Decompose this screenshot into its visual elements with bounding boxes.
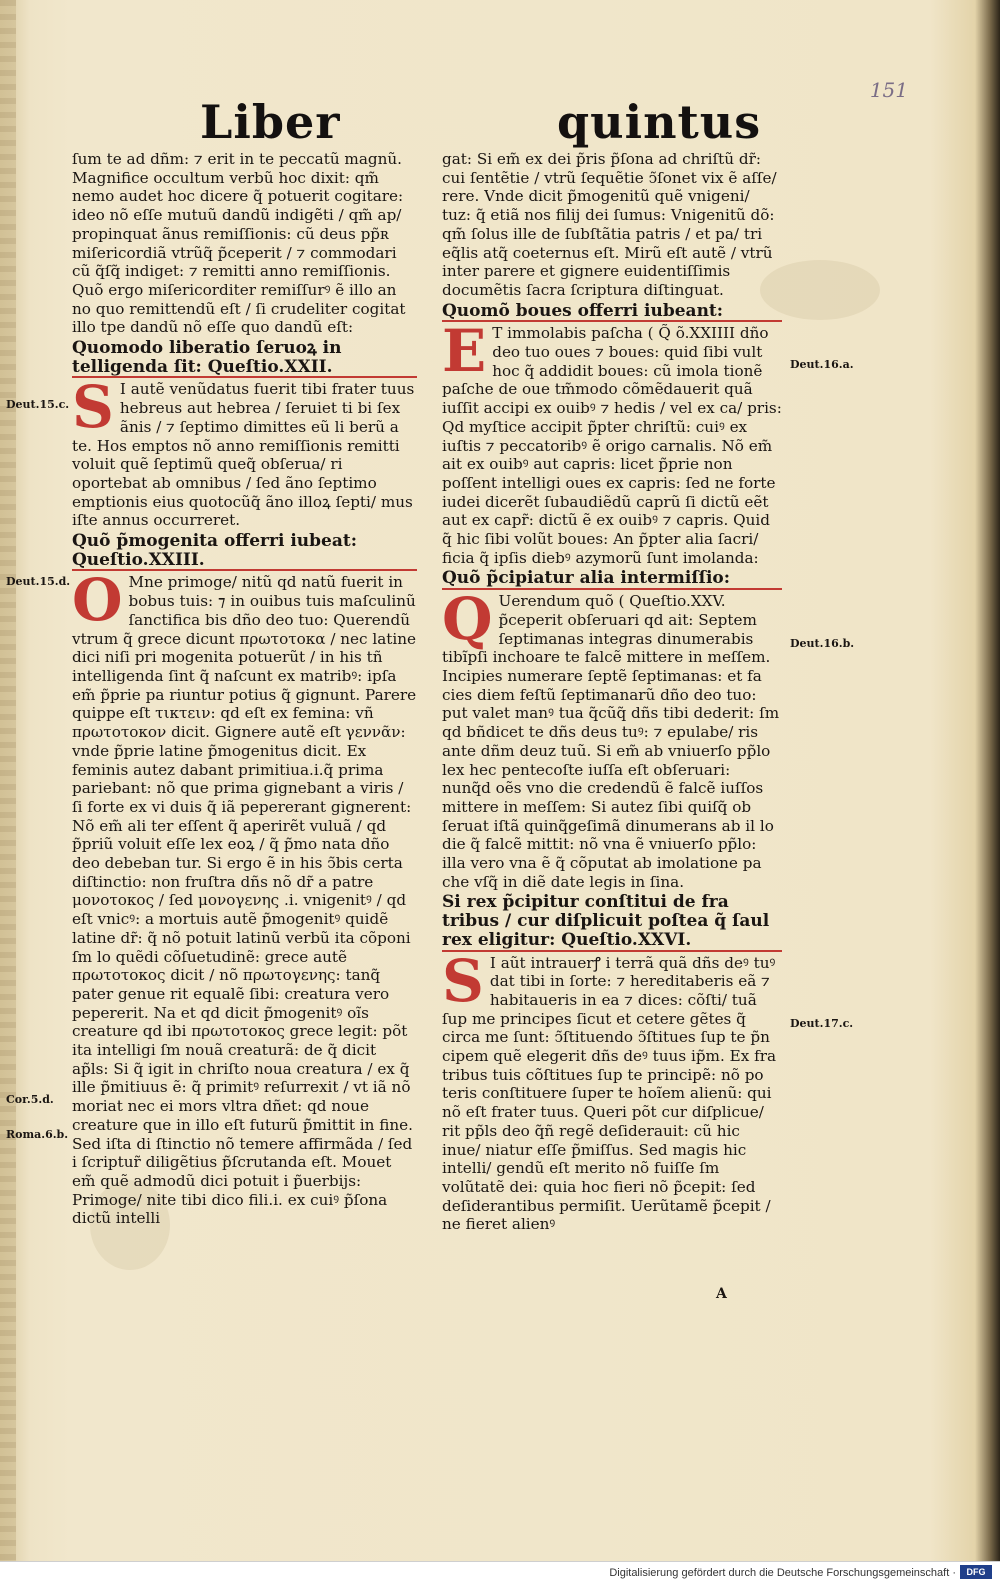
heading-text: Quõ p̃cipiatur alia intermiſſio: [442,568,731,589]
paragraph-text: Uerendum quõ ( Queſtio.XXV. p̃ceperit obſeruari qd ait: Septem ſeptimanas integras dinumerabis tibĩpſi inchoare te falcẽ mittere in meſſem. Incipies numerare ſeptẽ ſeptimanas: et fa cies diem feſtũ ſeptimanarũ dño deo tuo: put valet manꝰ tua q̃cũq̃ dñs tibi dederit: ſm qd bñdicet te dñs deus tuꝰ: ⁊ epulabe/ ris ante dñm deuz tuũ. Si em̃ ab vniuerſo pp̃lo lex hec pentecoſte iuſſa eſt obſeruari: nunq̃d oẽs vno die credendũ ẽ falcẽ iuſſos mittere in meſſem: Si autez ſibi quiſq̃ ob ſeruat iſtã quinq̃geſimã dinumerans ab il lo die q̃ falcẽ mittit: nõ vna ẽ vniuerſo pp̃lo: illa vero vna ẽ q̃ cõputat ab imolatione pa che vſq̃ in diẽ date legis in ſina. [442,592,780,891]
paragraph [72,566,417,1228]
section-heading [442,569,782,590]
text-column-left [72,150,417,1228]
red-initial: S [442,946,484,1015]
red-initial: O [72,566,123,635]
question-label: Queſtio.XXIII. [72,549,205,570]
red-initial: E [442,317,487,386]
red-initial: S [72,373,114,442]
marginal-reference: Deut.16.a. [790,358,854,371]
dfg-logo: DFG [960,1565,992,1579]
paragraph [442,317,782,567]
running-head-right: quintus [557,95,762,149]
signature-mark: A [716,1286,727,1302]
heading-text: Quomõ boues offerri iubeant: [442,300,724,321]
paragraph-text: I aũt intrauerꝭ i terrã quã dñs deꝰ tuꝰ dat tibi in ſorte: ⁊ hereditaberis eã ⁊ habitaueris in ea ⁊ dices: cõſti/ tuã ſup me principes ſicut et cetere gẽtes q̃ circa me ſunt: ↄ̃ſtituendo ↄ̃ſtitues ſup te p̃n cipem quẽ elegerit dñs deꝰ tuus ip̃m. Ex fra tribus tuis cõſtitues ſup te principẽ: nõ po teris conſtituere ſuper te hoĩem alienũ: qui nõ eſt frater tuus. Queri põt cur diſplicue/ rit pp̃ls deo q̃ñ regẽ deſiderauit: cũ hic inue/ niatur eſſe p̃miſſus. Sed magis hic intelli/ gendũ eſt merito nõ fuiſſe ſm volũtatẽ dei: quia hoc fieri nõ p̃cepit: ſed deſiderantibus permiſit. Uerũtamẽ p̃cepit / ne fieret alienꝰ [442,953,777,1234]
section-heading [442,302,782,323]
folio-number: 151 [869,78,908,102]
heading-text: Quõ p̃mogenita offerri iubeat: [72,531,358,552]
paragraph [72,373,417,530]
paragraph-text: I autẽ venũdatus fuerit tibi frater tuus hebreus aut hebrea / ſeruiet ti bi ſex ãnis / ⁊ ſeptimo dimittes eũ li berũ a te. Hos emptos nõ anno remiſſionis remitti voluit quẽ ſeptimũ queq̃ obſerua/ ri oportebat ab omnibus / ſed ãno ſeptimo emptionis eius quotocũq̃ ãno illoꝝ ſepti/ mus iſte annus occurreret. [72,380,415,530]
paragraph [442,946,782,1235]
marginal-reference: Cor.5.d. [6,1093,54,1106]
red-initial: Q [442,585,493,654]
funding-credit: Digitalisierung gefördert durch die Deutsche Forschungsgemeinschaft · [609,1567,956,1579]
section-heading [442,893,782,951]
paragraph-text: T immolabis paſcha ( Q̃ õ.XXIIII dño deo tuo oues ⁊ boues: quid ſibi vult hoc q̃ addidit boues: cũ imola tionẽ paſche de oue tm̃modo cõmẽdauerit quã iuſſit accipi ex ouibꝰ ⁊ hedis / vel ex ca/ pris: Qd myſtice accipit p̃pter chriſtũ: cuiꝰ ex iuſtis ⁊ peccatoribꝰ ẽ origo carnalis. Nõ em̃ ait ex ouibꝰ aut capris: licet p̃prie non poſſent intelligi oues ex capris: ſed ne forte iudei dicerẽt ſubaudiẽdũ caprũ ſi dictũ eẽt aut ex capr̃: dictũ ẽ ex ouibꝰ ⁊ capris. Quid q̃ hic ſibi volũt boues: An p̃pter alia ſacri/ ficia q̃ ipſis diebꝰ azymorũ ſunt imolanda: [442,324,782,567]
section-heading [72,532,417,571]
text-column-right [442,150,782,1234]
binding-edge [0,0,16,1581]
marginal-reference: Deut.16.b. [790,637,855,650]
footer-bar [0,1561,1000,1581]
question-label: Queſtio.XXVI. [561,929,692,950]
section-heading [72,339,417,378]
heading-text: Si rex p̃cipitur conſtitui de fra tribus / cur diſplicuit poſtea q̃ ſaul rex eligitur: [442,892,770,950]
marginal-reference: Deut.15.d. [6,575,71,588]
question-label: Queſtio.XXII. [207,356,333,377]
column-text: ſum te ad dñm: ⁊ erit in te peccatũ magnũ. Magnifice occultum verbũ hoc dixit: qm̃ nemo audet hoc dicere q̃ potuerit cogitare: ideo nõ eſſe mutuũ dandũ indigẽti / qm̃ ap/ propinquat ãnus remiſſionis: cũ deus pp̃ʀ miſericordiã vtrũq̃ p̃ceperit / ⁊ commodari cũ q̃ſq̃ indiget: ⁊ remitti anno remiſſionis. Quõ ergo miſericorditer remiſſurꝰ ẽ illo an no quo remittendũ eſt / ſi crudeliter cogitat illo tpe dandũ nõ eſſe quo dandũ eſt: [72,150,406,337]
marginal-reference: Roma.6.b. [6,1128,69,1141]
column-text: gat: Si em̃ ex dei p̃ris p̃ſona ad chriſtũ dr̃: cui ſentẽtie / vtrũ ſequẽtie ↄ̃ſonet vix ẽ aſſe/ rere. Vnde dicit p̃mogenitũ quẽ vnigeni/ tuz: q̃ etiã nos filij dei ſumus: Vnigenitũ dõ: qm̃ ſolus ille de ſubſtãtia patris / et pa/ tri eq̃lis atq̃ coeternus eſt. Mirũ eſt autẽ / vtrũ inter parere et gignere euidentiſſimis documẽtis ſacra ſcriptura diſtinguat. [442,150,777,299]
paragraph-text: Mne primoge/ nitũ qd natũ fuerit in bobus tuis: ⁊ in ouibus tuis maſculinũ ſanctifica bis dño deo tuo: Querendũ vtrum q̃ grece dicunt πρωτοτοκα / nec latine dici niſi pri mogenita potuerũt / in his tñ intelligenda ſint q̃ naſcunt ex matribꝰ: ipſa em̃ p̃prie pa riuntur potius q̃ gignunt. Parere quippe eſt τικτειν: qd eſt ex femina: vñ πρωτοτοκον dicit. Gignere autẽ eſt γεννᾶν: vnde p̃prie latine p̃mogenitus dicit. Ex feminis autez dabant primitiua.i.q̃ prima pariebant: nõ que prima gignebant a viris / ſi forte ex vi duis q̃ iã pepererant gignerent: Nõ em̃ ali ter eſſent q̃ aperirẽt vuluã / qd p̃priũ voluit eſſe lex eoꝝ / q̃ p̃mo nata dño deo debeban tur. Si ergo ẽ in his ↄ̃bis certa diſtinctio: non fruſtra dñs nõ dr̃ a patre μονοτοκος / ſed μονογενης .i. vnigenitꝰ / qd eſt vnicꝰ: a mortuis autẽ p̃mogenitꝰ quidẽ latine dr̃: q̃ nõ potuit latinũ verbũ ita cõponi ſm lo quẽdi cõſuetudinẽ: grece autẽ πρωτοτοκος dicit / nõ πρωτογενης: tanq̃ pater genue rit equalẽ ſibi: creatura vero pepererit. Na et qd dicit p̃mogenitꝰ oĩs creature qd ibi πρωτοτοκος grece legit: põt ita intelligi ſm nouã creaturã: de q̃ dicit ap̃ls: Si q̃ igit in chriſto noua creatura / ex q̃ ille p̃mitiuus ẽ: q̃ primitꝰ reſurrexit / vt iã nõ moriat nec ei mors vltra dñet: qd noue creature que in illo eſt futurũ p̃mittit in fine. Sed iſta di ſtinctio nõ temere affirmãda / ſed i ſcriptur̃ diligẽtius p̃ſcrutanda eſt. Mouet em̃ quẽ admodũ dici potuit i p̃uerbijs: Primoge/ nite tibi dico fili.i. ex cuiꝰ p̃ſona dictũ intelli [72,573,417,1228]
paragraph [442,585,782,891]
marginal-reference: Deut.17.c. [790,1017,854,1030]
heading-text: Quomodo liberatio ſeruoꝝ in telligenda ſit: [72,338,342,377]
marginal-reference: Deut.15.c. [6,398,70,411]
running-head-left: Liber [200,95,341,149]
